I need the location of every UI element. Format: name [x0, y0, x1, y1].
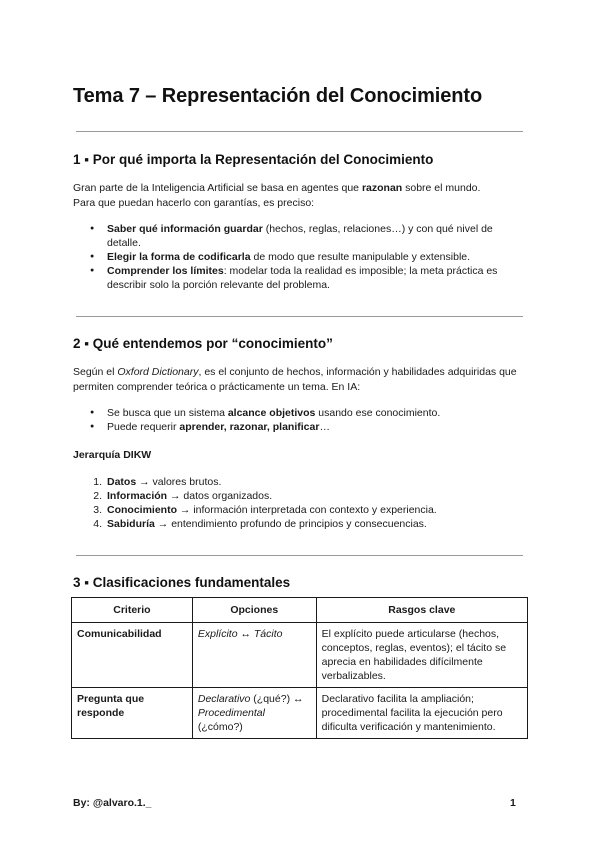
- section-1-bullets: [107, 222, 527, 292]
- table-cell: Comunicabilidad: [72, 623, 193, 688]
- bullet-bold: Elegir la forma de codificarla: [107, 251, 251, 263]
- list-item: [107, 406, 527, 420]
- list-item: [107, 250, 527, 264]
- item-number: 2.: [93, 490, 102, 502]
- bullet-text: de modo que resulte manipulable y extensible.: [250, 251, 471, 263]
- section-divider: [76, 316, 523, 317]
- intro-text: , es el conjunto de hechos, información y habilidades adquiridas que permiten comprender teórica o prácticamente un tema. En IA:: [73, 366, 517, 393]
- column-header: Criterio: [72, 598, 193, 623]
- classification-table: [71, 597, 528, 739]
- table-cell: El explícito puede articularse (hechos, conceptos, reglas, eventos); el tácito se aprecia en habilidades difícilmente verbalizables.: [316, 623, 527, 688]
- intro-italic: Oxford Dictionary: [117, 366, 199, 378]
- bullet-text: …: [319, 421, 330, 433]
- bullet-bold: alcance objetivos: [227, 407, 316, 419]
- intro-text: Gran parte de la Inteligencia Artificial se basa en agentes que: [73, 182, 362, 194]
- table-cell: Pregunta que responde: [72, 688, 193, 739]
- dikw-list: [93, 475, 527, 531]
- option-italic: Procedimental: [197, 707, 265, 719]
- column-header: Rasgos clave: [316, 598, 527, 623]
- column-header: Opciones: [192, 598, 316, 623]
- item-text: → información interpretada con contexto y experiencia.: [177, 504, 437, 516]
- table-cell: Declarativo facilita la ampliación; procedimental facilita la ejecución pero dificulta verificación y mantenimiento.: [316, 688, 527, 739]
- table-row: [72, 688, 528, 739]
- section-divider: [76, 555, 523, 556]
- bullet-bold: Comprender los límites: [107, 265, 224, 277]
- table-row: [72, 623, 528, 688]
- intro-bold: razonan: [361, 182, 403, 194]
- table-cell: Explícito ↔ Tácito: [192, 623, 316, 688]
- bullet-text: : modelar toda la realidad es imposible; la meta práctica es describir solo la porción relevante del problema.: [107, 265, 498, 291]
- bullet-text: Se busca que un sistema: [107, 407, 228, 419]
- option-text: (¿qué?) ↔: [250, 693, 304, 705]
- list-item: [107, 420, 527, 434]
- list-item: [93, 489, 527, 503]
- section-2-heading: 2 ▪ Qué entendemos por “conocimiento”: [73, 336, 333, 351]
- bullet-bold: Saber qué información guardar: [107, 223, 263, 235]
- item-bold: Información: [107, 490, 168, 502]
- item-text: → datos organizados.: [167, 490, 273, 502]
- list-item: [107, 264, 527, 292]
- section-divider: [76, 131, 523, 132]
- document-title: Tema 7 – Representación del Conocimiento: [73, 85, 483, 107]
- item-number: 3.: [93, 504, 102, 516]
- list-item: [93, 475, 527, 489]
- intro-text: Según el: [73, 366, 118, 378]
- bullet-text: Puede requerir: [107, 421, 180, 433]
- section-2-bullets: [107, 406, 527, 434]
- footer-author: By: @alvaro.1._: [73, 797, 152, 809]
- item-bold: Datos: [107, 476, 137, 488]
- dikw-heading: Jerarquía DIKW: [73, 449, 152, 461]
- list-item: [93, 503, 527, 517]
- bullet-text: usando ese conocimiento.: [315, 407, 441, 419]
- item-number: 4.: [93, 518, 102, 530]
- list-item: [93, 517, 527, 531]
- table-header-row: [72, 598, 528, 623]
- item-text: → entendimiento profundo de principios y consecuencias.: [154, 518, 427, 530]
- option-italic: Declarativo: [197, 693, 251, 705]
- intro-text: sobre el mundo.: [402, 182, 481, 194]
- section-3-heading: 3 ▪ Clasificaciones fundamentales: [73, 575, 291, 590]
- item-text: → valores brutos.: [136, 476, 222, 488]
- list-item: [107, 222, 527, 250]
- bullet-text: (hechos, reglas, relaciones…) y con qué nivel de detalle.: [107, 223, 493, 249]
- option-text: (¿cómo?): [197, 721, 243, 733]
- item-bold: Sabiduría: [107, 518, 155, 530]
- section-1-heading: 1 ▪ Por qué importa la Representación del Conocimiento: [73, 152, 434, 167]
- intro-text: Para que puedan hacerlo con garantías, es preciso:: [73, 197, 315, 209]
- item-number: 1.: [93, 476, 102, 488]
- section-1-intro: [73, 181, 523, 211]
- page-number: 1: [510, 797, 516, 809]
- item-bold: Conocimiento: [107, 504, 177, 516]
- section-2-intro: [73, 365, 523, 395]
- table-cell: [192, 688, 316, 739]
- bullet-bold: aprender, razonar, planificar: [179, 421, 320, 433]
